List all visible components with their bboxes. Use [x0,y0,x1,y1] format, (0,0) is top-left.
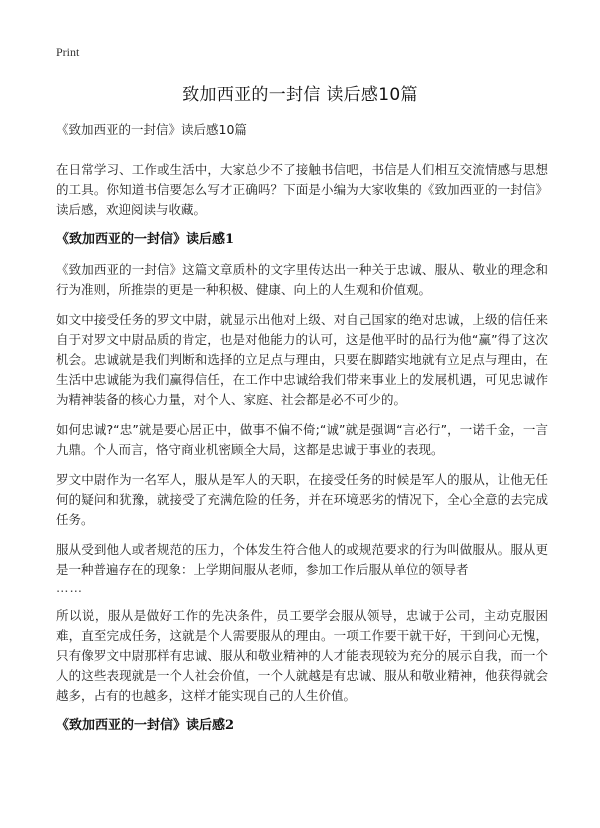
page-title: 致加西亚的一封信 读后感10篇 [182,85,418,105]
paragraph: 如何忠诚?“忠”就是要心居正中，做事不偏不倚;“诚”就是强调“言必行”，一诺千金，一言九鼎。个人而言，恪守商业机密顾全大局，这都是忠诚于事业的表现。 [56,422,548,457]
paragraph: 如文中接受任务的罗文中尉，就显示出他对上级、对自己国家的绝对忠诚，上级的信任来自于对罗文中尉品质的肯定，也是对他能力的认可，这是他平时的品行为他“赢”得了这次机会。忠诚就是我们判断和选择的立足点与理由，只要在脚踏实地就有立足点与理由，在生活中忠诚能为我们赢得信任，在工作中忠诚给我们带来事业上的发展机遇，可见忠诚作为精神装备的核心力量，对个人、家庭、社会都是必不可少的。 [56,312,548,407]
article-subtitle: 《致加西亚的一封信》读后感10篇 [56,122,247,137]
print-link[interactable]: Print [56,45,80,59]
paragraph: 罗文中尉作为一名军人，服从是军人的天职，在接受任务的时候是军人的服从，让他无任何的疑问和犹豫，就接受了充满危险的任务，并在环境恶劣的情况下，全心全意的去完成任务。 [56,472,548,527]
paragraph-text: 服从受到他人或者规范的压力，个体发生符合他人的或规范要求的行为叫做服从。服从更是一种普遍存在的现象：上学期间服从老师，参加工作后服从单位的领导者 [56,542,548,577]
article-body [56,120,548,746]
intro-paragraph: 在日常学习、工作或生活中，大家总少不了接触书信吧，书信是人们相互交流情感与思想的工具。你知道书信要怎么写才正确吗？下面是小编为大家收集的《致加西亚的一封信》读后感，欢迎阅读与收藏。 [56,162,548,217]
section-heading-1: 《致加西亚的一封信》读后感1 [56,232,235,247]
paragraph: 《致加西亚的一封信》这篇文章质朴的文字里传达出一种关于忠诚、服从、敬业的理念和行为准则，所推崇的更是一种积极、健康、向上的人生观和价值观。 [56,262,548,297]
paragraph: 所以说，服从是做好工作的先决条件，员工要学会服从领导，忠诚于公司，主动克服困难，直至完成任务，这就是个人需要服从的理由。一项工作要干就干好，干到问心无愧，只有像罗文中尉那样有忠诚、服从和敬业精神的人才能表现较为充分的展示自我，而一个人的这些表现就是一个人社会价值，一个人就越是有忠诚、服从和敬业精神，他获得就会越多，占有的也越多，这样才能实现自己的人生价值。 [56,608,548,703]
ellipsis-marker: …… [56,580,83,595]
paragraph-truncated [56,540,548,596]
section-heading-2: 《致加西亚的一封信》读后感2 [56,718,235,733]
